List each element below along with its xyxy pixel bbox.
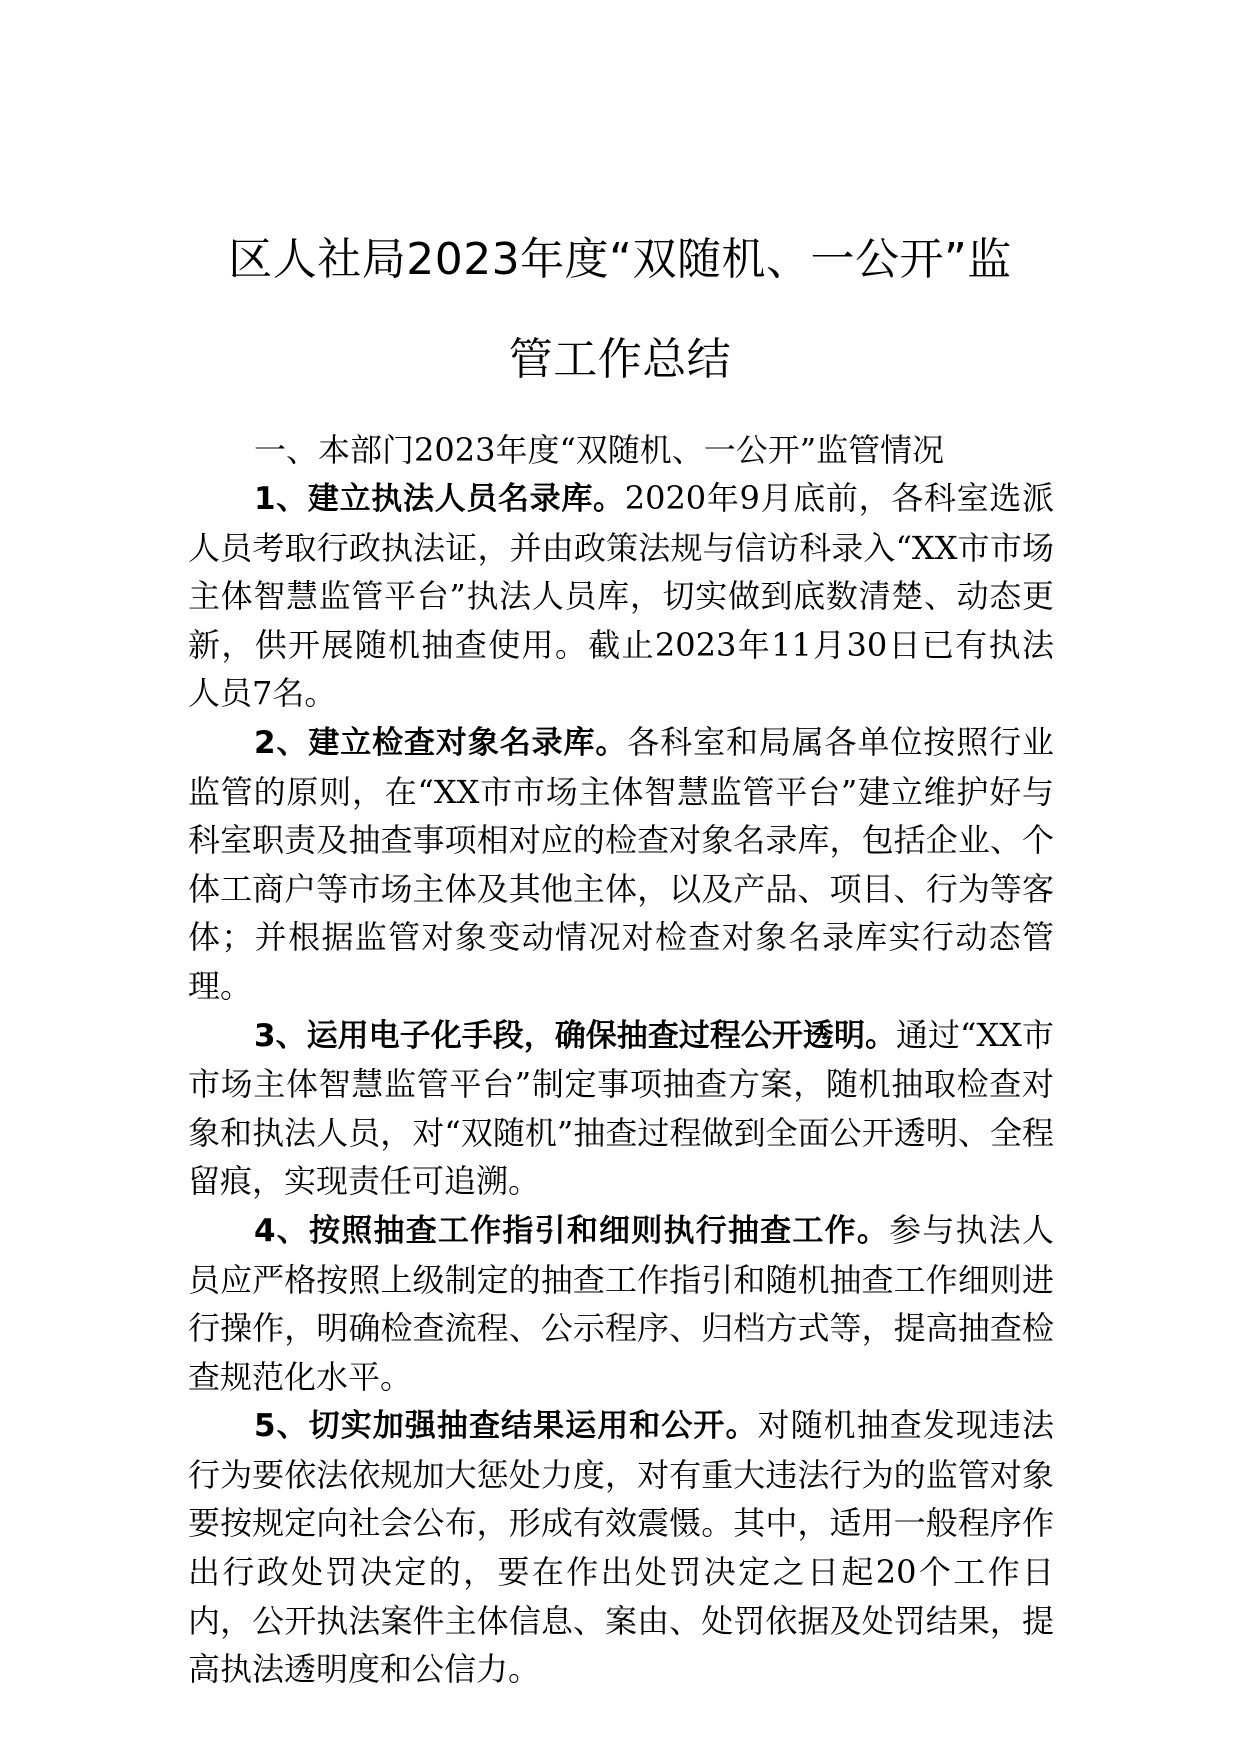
document-body	[188, 426, 1054, 1694]
paragraph-text: 参与执法人员应严格按照上级制定的抽查工作指引和随机抽查工作细则进行操作，明确检查流程、公示程序、归档方式等，提高抽查检查规范化水平。	[188, 1210, 1054, 1396]
paragraph-5	[188, 1401, 1054, 1694]
paragraph-lead: 4、按照抽查工作指引和细则执行抽查工作。	[254, 1212, 890, 1249]
paragraph-4	[188, 1206, 1054, 1401]
paragraph-lead: 5、切实加强抽查结果运用和公开。	[254, 1408, 758, 1445]
title-line-2: 管工作总结	[508, 334, 732, 385]
paragraph-lead: 1、建立执法人员名录库。	[254, 481, 625, 517]
paragraph-lead: 3、运用电子化手段，确保抽查过程公开透明。	[254, 1017, 896, 1054]
paragraph-text: 对随机抽查发现违法行为要依法依规加大惩处力度，对有重大违法行为的监管对象要按规定向社会公布，形成有效震慑。其中，适用一般程序作出行政处罚决定的，要在作出处罚决定之日起20个工作日内，公开执法案件主体信息、案由、处罚依据及处罚结果，提高执法透明度和公信力。	[188, 1406, 1054, 1689]
paragraph-text: 2020年9月底前，各科室选派人员考取行政执法证，并由政策法规与信访科录入“XX市市场主体智慧监管平台”执法人员库，切实做到底数清楚、动态更新，供开展随机抽查使用。截止2023年11月30日已有执法人员7名。	[188, 479, 1054, 713]
title-line-1: 区人社局2023年度“双随机、一公开”监	[228, 234, 1012, 285]
document-title	[190, 210, 1050, 410]
paragraph-1	[188, 474, 1054, 718]
paragraph-3	[188, 1011, 1054, 1206]
paragraph-lead: 2、建立检查对象名录库。	[254, 724, 628, 761]
paragraph-text: 各科室和局属各单位按照行业监管的原则，在“XX市市场主体智慧监管平台”建立维护好与科室职责及抽查事项相对应的检查对象名录库，包括企业、个体工商户等市场主体及其他主体，以及产品、项目、行为等客体；并根据监管对象变动情况对检查对象名录库实行动态管理。	[188, 722, 1054, 1005]
paragraph-text: 通过“XX市市场主体智慧监管平台”制定事项抽查方案，随机抽取检查对象和执法人员，对“双随机”抽查过程做到全面公开透明、全程留痕，实现责任可追溯。	[188, 1015, 1054, 1201]
paragraph-2	[188, 718, 1054, 1011]
section-heading: 一、本部门2023年度“双随机、一公开”监管情况	[254, 431, 945, 469]
